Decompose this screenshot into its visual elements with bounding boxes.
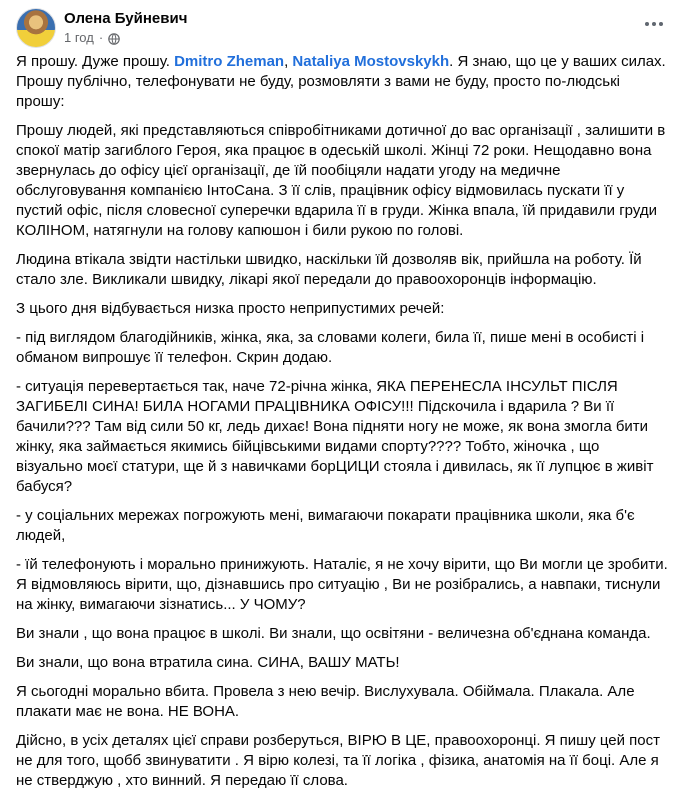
paragraph-text: . Я знаю, що це у ваших силах. Прошу публічно, телефонувати не буду, розмовляти з вами не буду, просто по-людські прошу: (16, 53, 666, 110)
post-paragraph: Ви знали, що вона втратила сина. СИНА, ВАШУ МАТЬ! (16, 654, 400, 671)
post-subline (64, 29, 187, 47)
separator-dot: · (98, 30, 104, 45)
paragraph-text: Я прошу. Дуже прошу. (16, 53, 175, 70)
mention-dmitro-zheman[interactable]: Dmitro Zheman (174, 53, 285, 70)
more-options-icon[interactable] (640, 14, 668, 34)
post-paragraph: Дійсно, в усіх деталях цієї справи розберуться, ВІРЮ В ЦЕ, правоохоронці. Я пишу цей пост не для того, щобб звинуватити . Я вірю колезі, та її логіка , фізика, анатомія на її боці. Але я не стверджую , хто винний. Я передаю її слова. (16, 732, 661, 789)
mention-nataliya-mostovskykh[interactable]: Nataliya Mostovskykh (292, 53, 450, 70)
author-avatar[interactable] (16, 8, 56, 48)
paragraph-text: , (284, 53, 293, 70)
post-time[interactable]: 1 год (64, 30, 94, 45)
post-paragraph: - під виглядом благодійників, жінка, яка, за словами колеги, била її, пише мені в особисті і обманом випрошує її телефон. Скрин додаю. (16, 329, 645, 366)
post-paragraph (16, 52, 670, 112)
post-paragraph: Людина втікала звідти настільки швидко, наскільки їй дозволяв вік, прийшла на роботу. Їй стало зле. Викликали швидку, лікарі якої передали до правоохоронців інформацію. (16, 251, 642, 288)
post-paragraph: Прошу людей, які представляються співробітниками дотичної до вас організації , залишити в спокої матір загиблого Героя, яка працює в одеській школі. Жінці 72 роки. Нещодавно вона звернулась до офісу цієї організації, де їй пообіцяли надати угоду на медичне обслуговування компанією ІнтоСана. З її слів, працівник офісу відмовилась пускати її у пустий офіс, після словесної суперечки вдарила її в груди. Жінка впала, їй придавили груди КОЛІНОМ, натягнули на голову капюшон і били рукою по голові. (16, 122, 666, 239)
post-paragraph: - їй телефонують і морально принижують. Наталіє, я не хочу вірити, що Ви могли це зробити. Я відмовляюсь вірити, що, дізнавшись про ситуацію , Ви не розібрались, а навпаки, тиснули на жінку, вимагаючи зізнатись... У ЧОМУ? (16, 556, 668, 613)
post-header (16, 0, 670, 52)
post-body (16, 52, 670, 791)
author-name[interactable]: Олена Буйневич (64, 10, 188, 27)
globe-icon (108, 32, 120, 44)
post-paragraph: - у соціальних мережах погрожують мені, вимагаючи покарати працівника школи, яка б'є людей, (16, 507, 635, 544)
post-paragraph: Ви знали , що вона працює в школі. Ви знали, що освітяни - величезна об'єднана команда. (16, 625, 651, 642)
post-paragraph: - ситуація перевертається так, наче 72-річна жінка, ЯКА ПЕРЕНЕСЛА ІНСУЛЬТ ПІСЛЯ ЗАГИБЕЛІ СИНА! БИЛА НОГАМИ ПРАЦІВНИКА ОФІСУ!!! Підскочила і вдарила ? Ви її бачили??? Там від сили 50 кг, ледь дихає! Вона підняти ногу не може, як вона змогла бити жінку, яка займається якимись бійцівськими видами спорту???? Тобто, жіночка , що візуально моєї статури, ще й з навичками борЦИЦИ стояла і дивилась, як її лупцює в живіт бабуся? (16, 378, 654, 495)
post-meta (64, 9, 187, 47)
post-paragraph: Я сьогодні морально вбита. Провела з нею вечір. Вислухувала. Обіймала. Плакала. Але плакати має не вона. НЕ ВОНА. (16, 683, 635, 720)
post-paragraph: З цього дня відбувається низка просто неприпустимих речей: (16, 300, 445, 317)
